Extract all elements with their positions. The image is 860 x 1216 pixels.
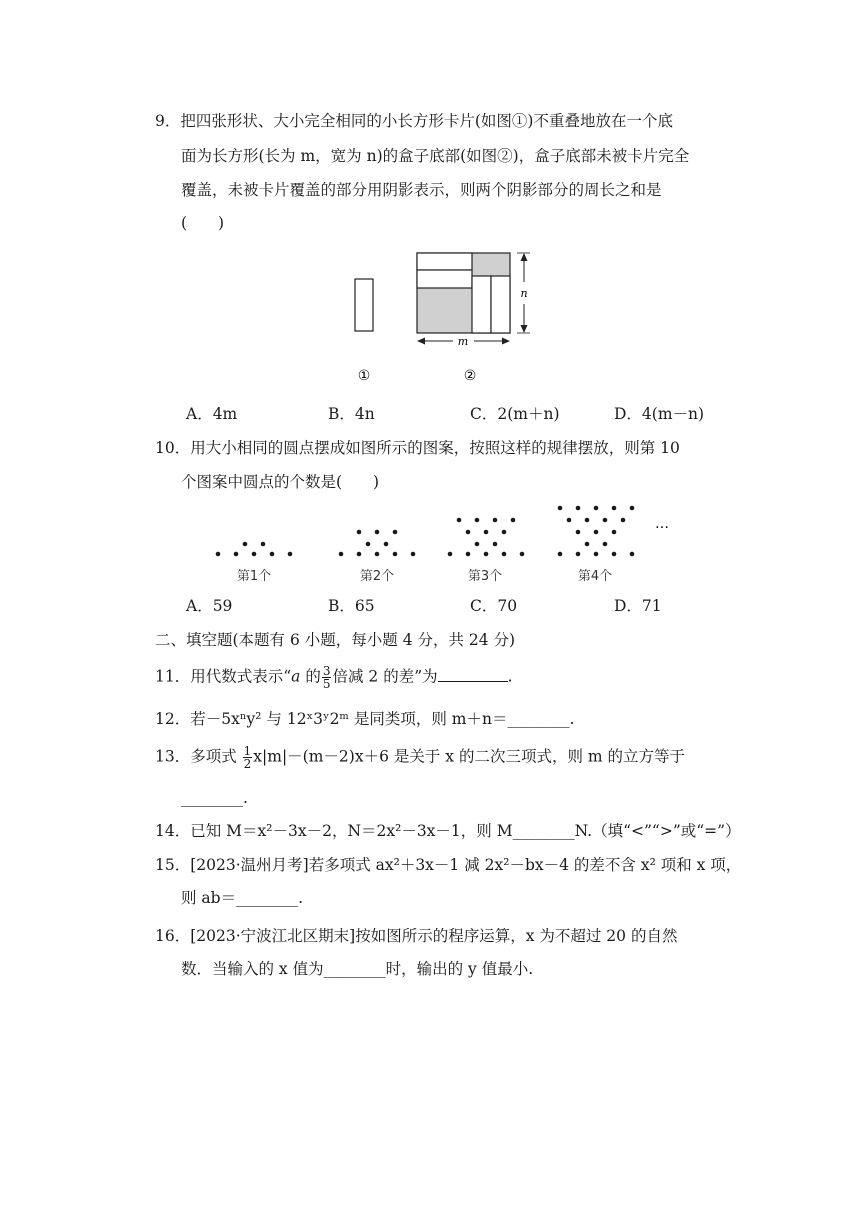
q12-line: 12．若－5xⁿy² 与 12ˣ3ʸ2ᵐ 是同类项，则 m＋n＝________. [155, 710, 575, 728]
section-heading: 二、填空题(本题有 6 小题，每小题 4 分，共 24 分) [155, 631, 516, 649]
q9-option-a: A．4m [186, 405, 238, 423]
q11-variable-a: a [291, 667, 301, 686]
q13-fraction-den: 2 [243, 757, 252, 771]
q14-line: 14．已知 M＝x²－3x－2，N＝2x²－3x－1，则 M________N.（填“<”“>”或“=”） [155, 822, 741, 840]
q10-line-1: 10．用大小相同的圆点摆成如图所示的图案，按照这样的规律摆放，则第 10 [155, 439, 680, 457]
card-vertical-1 [472, 276, 491, 333]
pattern-4-dot [621, 518, 626, 523]
q11-end: . [507, 667, 513, 686]
q13-rest: x|m|－(m－2)x＋6 是关于 x 的二次三项式，则 m 的立方等于 [253, 747, 686, 766]
card-vertical-2 [491, 276, 510, 333]
q11-prefix: 11．用代数式表示“ [155, 667, 292, 686]
pattern-label-1: 第1个 [236, 569, 272, 584]
card-horizontal-2 [417, 270, 472, 288]
pattern-1-dot [234, 552, 239, 557]
dim-m-label: m [457, 335, 469, 348]
pattern-4-dot [585, 542, 590, 547]
q11-answer-blank[interactable] [438, 667, 508, 682]
pattern-4-dot [612, 530, 617, 535]
pattern-1-dot [261, 542, 266, 547]
q13-prefix: 13．多项式 [155, 747, 242, 766]
q10-option-c: C．70 [470, 597, 518, 615]
pattern-4-dot [594, 506, 599, 511]
pattern-2-dot [339, 552, 344, 557]
q11-line [155, 665, 513, 690]
pattern-3-dot [493, 518, 498, 523]
pattern-1-dot [243, 542, 248, 547]
pattern-2-dot [384, 542, 389, 547]
pattern-2-dot [366, 542, 371, 547]
pattern-4-dot [594, 530, 599, 535]
pattern-2-dot [375, 530, 380, 535]
q9-option-c: C．2(m＋n) [470, 405, 560, 423]
pattern-3-dot [448, 552, 453, 557]
q9-option-d: D．4(m－n) [614, 405, 705, 423]
q11-mid: 的 [300, 667, 321, 686]
pattern-3-dot [466, 530, 471, 535]
q16-line-1: 16．[2023·宁波江北区期末]按如图所示的程序运算，x 为不超过 20 的自然 [155, 927, 678, 945]
q16-line-2: 数．当输入的 x 值为________时，输出的 y 值最小. [181, 960, 534, 978]
pattern-2-dot [357, 552, 362, 557]
pattern-2-dot [393, 530, 398, 535]
card-horizontal-1 [417, 253, 472, 270]
pattern-2-dot [411, 552, 416, 557]
pattern-4-dot [630, 552, 635, 557]
q10-option-a: A．59 [186, 597, 233, 615]
q11-suffix: 倍减 2 的差”为 [332, 667, 438, 686]
q10-dot-patterns [205, 500, 685, 590]
pattern-4-dot [576, 506, 581, 511]
shadow-region-top [472, 253, 510, 276]
pattern-4-dot [576, 530, 581, 535]
q13-fraction-num: 1 [243, 744, 252, 758]
pattern-4-dot [594, 552, 599, 557]
pattern-3-dot [484, 552, 489, 557]
q9-option-b: B．4n [328, 405, 375, 423]
pattern-4-dot [567, 518, 572, 523]
q9-line-2: 面为长方形(长为 m，宽为 n)的盒子底部(如图②)，盒子底部未被卡片完全 [181, 147, 690, 165]
q15-line-1: 15．[2023·温州月考]若多项式 ax²＋3x－1 减 2x²－bx－4 的差不含 x² 项和 x 项， [155, 856, 742, 874]
pattern-label-3: 第3个 [467, 569, 503, 584]
q10-option-d: D．71 [614, 597, 662, 615]
pattern-2-dot [375, 552, 380, 557]
pattern-3-dot [484, 530, 489, 535]
dim-n-label: n [520, 287, 528, 300]
pattern-3-dot [502, 530, 507, 535]
q11-fraction [322, 665, 332, 690]
pattern-3-dot [457, 518, 462, 523]
pattern-4-dot [603, 518, 608, 523]
pattern-4-dot [603, 542, 608, 547]
pattern-1-dot [216, 552, 221, 557]
figure-2-label: ② [463, 368, 477, 384]
pattern-3-dot [475, 542, 480, 547]
pattern-4-dot [585, 518, 590, 523]
pattern-2-dot [393, 552, 398, 557]
pattern-1-dot [270, 552, 275, 557]
q11-fraction-den: 5 [322, 677, 331, 691]
pattern-4-dot [558, 506, 563, 511]
q15-line-2: 则 ab＝________. [181, 889, 304, 907]
pattern-1-dot [252, 552, 257, 557]
q9-line-3: 覆盖，未被卡片覆盖的部分用阴影表示，则两个阴影部分的周长之和是 [181, 181, 662, 199]
pattern-4-dot [612, 552, 617, 557]
pattern-label-4: 第4个 [577, 569, 613, 584]
pattern-4-dot [630, 506, 635, 511]
pattern-3-dot [475, 518, 480, 523]
small-rectangle-card [355, 279, 373, 331]
q9-line-4: ( ) [181, 214, 225, 232]
pattern-1-dot [288, 552, 293, 557]
shadow-region-bottom [417, 288, 472, 333]
q9-figures [340, 245, 540, 395]
pattern-3-dot [520, 552, 525, 557]
pattern-3-dot [511, 518, 516, 523]
pattern-label-2: 第2个 [359, 569, 395, 584]
q10-option-b: B．65 [328, 597, 375, 615]
pattern-3-dot [466, 552, 471, 557]
q13-fraction [243, 745, 253, 770]
q9-line-1: 9．把四张形状、大小完全相同的小长方形卡片(如图①)不重叠地放在一个底 [155, 112, 673, 130]
pattern-4-dot [558, 552, 563, 557]
q13-line-2: ________. [181, 789, 248, 807]
pattern-3-dot [493, 542, 498, 547]
pattern-2-dot [357, 530, 362, 535]
q13-line-1 [155, 745, 685, 770]
pattern-4-dot [576, 552, 581, 557]
figure-1-label: ① [357, 368, 371, 384]
pattern-3-dot [502, 552, 507, 557]
pattern-ellipsis: … [655, 516, 669, 532]
q10-line-2: 个图案中圆点的个数是( ) [181, 473, 380, 491]
pattern-4-dot [612, 506, 617, 511]
dot-pattern-group [216, 506, 635, 557]
q11-fraction-num: 3 [322, 664, 331, 678]
